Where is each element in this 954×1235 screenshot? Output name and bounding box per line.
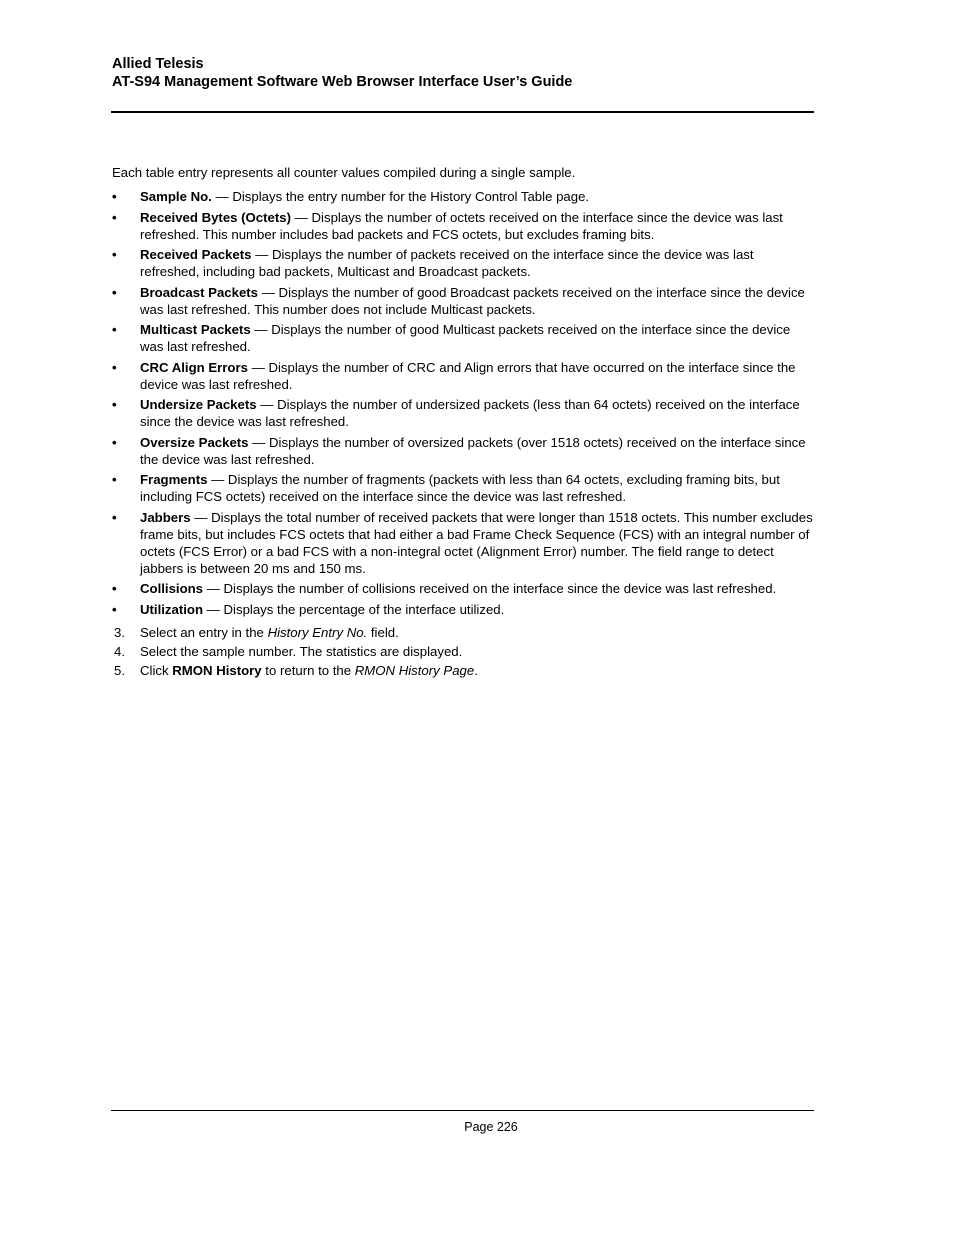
- description: — Displays the number of good Broadcast packets received on the interface since the device was last refreshed. This number does not include Multicast packets.: [140, 284, 805, 317]
- procedure-steps: [112, 624, 816, 679]
- step-text: to return to the: [261, 662, 355, 678]
- list-item: [112, 471, 816, 505]
- list-item: [112, 209, 816, 243]
- step-text: Select an entry in the: [140, 624, 268, 640]
- term: Multicast Packets: [140, 322, 251, 337]
- step-text: field.: [367, 624, 399, 640]
- description: — Displays the total number of received packets that were longer than 1518 octets. This number excludes frame bits, but includes FCS octets that had either a bad Frame Check Sequence (FCS) with an integral number of octets (FCS Error) or a bad FCS with a non-integral octet (Alignment Error) number. The field range to detect jabbers is between 20 ms and 150 ms.: [140, 509, 813, 576]
- bullet-icon: •: [112, 601, 117, 617]
- term: Fragments: [140, 472, 208, 487]
- description: — Displays the percentage of the interface utilized.: [203, 601, 505, 617]
- term: Oversize Packets: [140, 434, 249, 450]
- description: — Displays the number of fragments (packets with less than 64 octets, excluding framing bits, but including FCS octets) received on the interface since the device was last refreshed.: [140, 472, 780, 504]
- term: Jabbers: [140, 509, 191, 525]
- main-content: [112, 164, 816, 681]
- page-number: Page 226: [464, 1120, 518, 1134]
- list-item: [112, 434, 816, 468]
- step-number: 5.: [114, 662, 125, 678]
- bullet-icon: •: [112, 359, 117, 375]
- term: Received Packets: [140, 247, 252, 262]
- bullet-icon: •: [112, 397, 117, 412]
- description: — Displays the number of good Multicast packets received on the interface since the device was last refreshed.: [140, 322, 791, 354]
- list-item: [112, 580, 816, 597]
- bullet-icon: •: [112, 209, 117, 225]
- term: Collisions: [140, 581, 204, 596]
- bullet-icon: •: [112, 472, 117, 487]
- description: — Displays the number of octets received on the interface since the device was last refreshed. This number includes bad packets and FCS octets, but excludes framing bits.: [140, 209, 783, 242]
- intro-paragraph: Each table entry represents all counter values compiled during a single sample.: [112, 165, 576, 180]
- list-item: [112, 246, 816, 280]
- term: Undersize Packets: [140, 397, 257, 412]
- document-title: AT-S94 Management Software Web Browser Interface User’s Guide: [112, 74, 573, 90]
- description: — Displays the number of collisions received on the interface since the device was last refreshed.: [203, 581, 777, 596]
- header-divider: [111, 111, 814, 113]
- term: Broadcast Packets: [140, 284, 259, 300]
- list-item: [112, 188, 816, 205]
- list-item: [112, 321, 816, 355]
- list-item: [112, 396, 816, 430]
- bullet-icon: •: [112, 284, 117, 300]
- step-text: Click: [140, 662, 173, 678]
- list-item: [112, 284, 816, 318]
- button-reference: RMON History: [172, 662, 262, 678]
- counter-definitions-list: [112, 188, 816, 618]
- description: — Displays the number of oversized packets (over 1518 octets) received on the interface since the device was last refreshed.: [140, 434, 806, 467]
- step-number: 4.: [114, 643, 125, 659]
- bullet-icon: •: [112, 322, 117, 337]
- bullet-icon: •: [112, 247, 117, 262]
- bullet-icon: •: [112, 581, 117, 596]
- bullet-icon: •: [112, 189, 117, 204]
- term: Sample No.: [140, 189, 212, 204]
- step-item: [112, 643, 816, 660]
- list-item: [112, 601, 816, 618]
- description: — Displays the number of undersized packets (less than 64 octets) received on the interface since the device was last refreshed.: [140, 397, 800, 429]
- field-reference: History Entry No.: [267, 624, 368, 640]
- term: Utilization: [140, 601, 204, 617]
- step-text: Select the sample number. The statistics are displayed.: [140, 643, 463, 659]
- bullet-icon: •: [112, 509, 117, 525]
- term: Received Bytes (Octets): [140, 209, 291, 225]
- step-item: [112, 662, 816, 679]
- footer-divider: [111, 1110, 814, 1111]
- list-item: [112, 509, 816, 577]
- step-text: .: [474, 662, 478, 678]
- page-reference: RMON History Page: [354, 662, 475, 678]
- description: — Displays the number of packets received on the interface since the device was last refreshed, including bad packets, Multicast and Broadcast packets.: [140, 247, 754, 279]
- page-header: [112, 55, 814, 91]
- description: — Displays the number of CRC and Align errors that have occurred on the interface since the device was last refreshed.: [140, 359, 796, 392]
- list-item: [112, 359, 816, 393]
- term: CRC Align Errors: [140, 359, 248, 375]
- bullet-icon: •: [112, 434, 117, 450]
- company-name: Allied Telesis: [112, 56, 204, 72]
- step-number: 3.: [114, 624, 125, 640]
- step-item: [112, 624, 816, 641]
- description: — Displays the entry number for the History Control Table page.: [211, 189, 590, 204]
